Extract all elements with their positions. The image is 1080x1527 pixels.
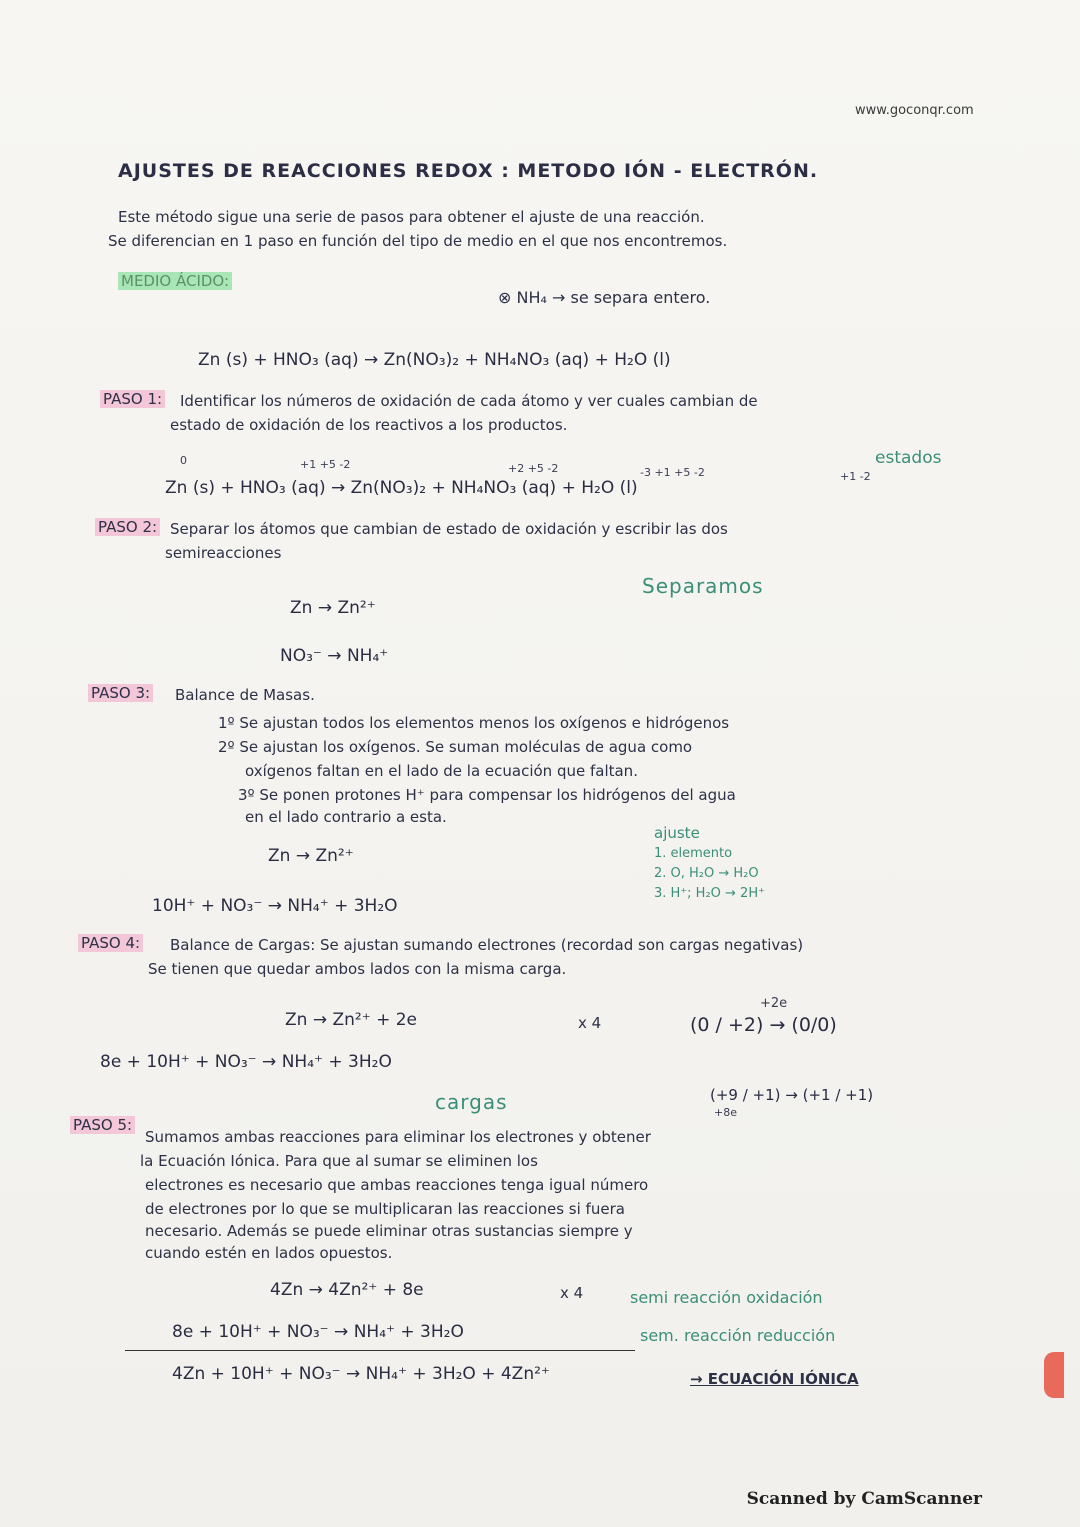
paso5-eq-2: 8e + 10H⁺ + NO₃⁻ → NH₄⁺ + 3H₂O (172, 1322, 464, 1342)
paso4-half-1: Zn → Zn²⁺ + 2e (285, 1010, 418, 1030)
paso4-label: PASO 4: (78, 934, 143, 952)
page-title: AJUSTES DE REACCIONES REDOX : METODO IÓN - ELECTRÓN. (118, 160, 819, 182)
paso1-line-1: Identificar los números de oxidación de cada átomo y ver cuales cambian de (180, 392, 758, 410)
paso2-line-1: Separar los átomos que cambian de estado de oxidación y escribir las dos (170, 520, 728, 538)
paso3-side-2: 2. O, H₂O → H₂O (654, 866, 759, 881)
paso4-charge2-sub: +8e (714, 1106, 737, 1119)
paso5-eq3-note: → ECUACIÓN IÓNICA (690, 1370, 859, 1388)
watermark: www.goconqr.com (855, 103, 974, 118)
main-equation: Zn (s) + HNO₃ (aq) → Zn(NO₃)₂ + NH₄NO₃ (aq) + H₂O (l) (198, 350, 671, 370)
paso3-title: Balance de Masas. (175, 686, 315, 704)
paso3-side-title: ajuste (654, 824, 700, 842)
paso4-side-note: cargas (435, 1090, 508, 1114)
paso5-eq-3: 4Zn + 10H⁺ + NO₃⁻ → NH₄⁺ + 3H₂O + 4Zn²⁺ (172, 1364, 550, 1384)
paso3-step-3b: en el lado contrario a esta. (245, 808, 447, 826)
paso5-line-2: la Ecuación Iónica. Para que al sumar se eliminen los (140, 1152, 538, 1170)
sum-rule (125, 1350, 635, 1351)
paso5-eq2-note: sem. reacción reducción (640, 1326, 836, 1345)
paso5-line-6: cuando estén en lados opuestos. (145, 1244, 393, 1262)
paso5-eq1-note: semi reacción oxidación (630, 1288, 823, 1307)
paso5-label: PASO 5: (70, 1116, 135, 1134)
paso2-label: PASO 2: (95, 518, 160, 536)
paso2-half-1: Zn → Zn²⁺ (290, 598, 376, 618)
paso3-step-2b: oxígenos faltan en el lado de la ecuación que faltan. (245, 762, 638, 780)
paso5-line-4: de electrones por lo que se multiplicaran las reacciones si fuera (145, 1200, 625, 1218)
paso3-side-1: 1. elemento (654, 846, 733, 861)
paso5-line-3: electrones es necesario que ambas reacciones tenga igual número (145, 1176, 649, 1194)
paso4-mult: x 4 (578, 1014, 602, 1032)
paso3-step-2a: 2º Se ajustan los oxígenos. Se suman moléculas de agua como (218, 738, 693, 756)
paso5-line-1: Sumamos ambas reacciones para eliminar los electrones y obtener (145, 1128, 651, 1146)
paso1-line-2: estado de oxidación de los reactivos a los productos. (170, 416, 568, 434)
paso5-eq1-mult: x 4 (560, 1284, 584, 1302)
footer-scanner-text: Scanned by CamScanner (746, 1489, 982, 1509)
paso3-label: PASO 3: (88, 684, 153, 702)
paso1-side-note: estados (875, 448, 942, 468)
paso3-step-1: 1º Se ajustan todos los elementos menos los oxígenos e hidrógenos (218, 714, 730, 732)
intro-line-1: Este método sigue una serie de pasos para obtener el ajuste de una reacción. (118, 208, 705, 226)
medium-tag: MEDIO ÁCIDO: (118, 272, 232, 290)
paso3-side-3: 3. H⁺; H₂O → 2H⁺ (654, 886, 765, 901)
paso1-equation: Zn (s) + HNO₃ (aq) → Zn(NO₃)₂ + NH₄NO₃ (aq) + H₂O (l) (165, 478, 638, 498)
note-top: ⊗ NH₄ → se separa entero. (498, 288, 711, 307)
paso2-half-2: NO₃⁻ → NH₄⁺ (280, 646, 389, 666)
paso2-side-note: Separamos (642, 574, 764, 598)
paso4-charge1-top: +2e (760, 996, 788, 1011)
paso5-line-5: necesario. Además se puede eliminar otras sustancias siempre y (145, 1222, 633, 1240)
ox-nh4no3: -3 +1 +5 -2 (640, 466, 705, 479)
ox-h2o: +1 -2 (840, 470, 871, 483)
paso5-eq-1: 4Zn → 4Zn²⁺ + 8e (270, 1280, 424, 1300)
paso4-line-1: Balance de Cargas: Se ajustan sumando electrones (recordad son cargas negativas) (170, 936, 804, 954)
ox-zn: 0 (180, 454, 187, 467)
paso1-label: PASO 1: (100, 390, 165, 408)
ox-znno3: +2 +5 -2 (508, 462, 559, 475)
paso3-step-3a: 3º Se ponen protones H⁺ para compensar los hidrógenos del agua (238, 786, 736, 804)
ox-hno3: +1 +5 -2 (300, 458, 351, 471)
paso3-half-1: Zn → Zn²⁺ (268, 846, 354, 866)
paso3-half-2: 10H⁺ + NO₃⁻ → NH₄⁺ + 3H₂O (152, 896, 398, 916)
page-edge-mark (1044, 1352, 1064, 1398)
paso2-line-2: semireacciones (165, 544, 282, 562)
paso4-line-2: Se tienen que quedar ambos lados con la misma carga. (148, 960, 567, 978)
paso4-half-2: 8e + 10H⁺ + NO₃⁻ → NH₄⁺ + 3H₂O (100, 1052, 392, 1072)
intro-line-2: Se diferencian en 1 paso en función del tipo de medio en el que nos encontremos. (108, 232, 728, 250)
paso4-charge-2: (+9 / +1) → (+1 / +1) (710, 1086, 874, 1104)
paso4-charge-1: (0 / +2) → (0/0) (690, 1014, 837, 1036)
